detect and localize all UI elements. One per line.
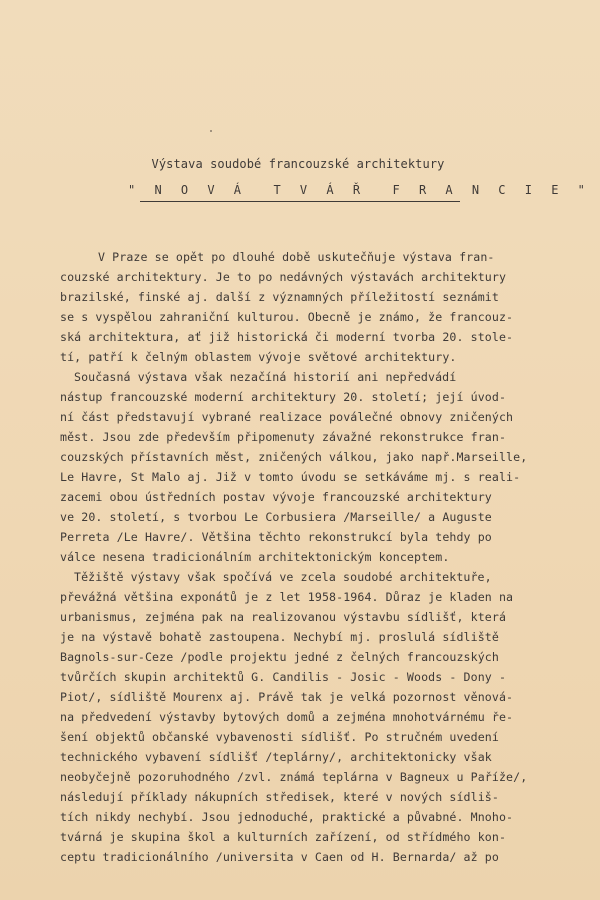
body-line: V Praze se opět po dlouhé době uskutečňuje výstava fran-	[98, 250, 495, 264]
body-line: ve 20. století, s tvorbou Le Corbusiera /Marseille/ a Auguste	[60, 510, 492, 524]
body-line: šení objektů občanské vybavenosti sídlišť. Po stručném uvedení	[60, 730, 499, 744]
body-line: tvárná je skupina škol a kulturních zařízení, od střídmého kon-	[60, 830, 507, 844]
document-subtitle: " N O V Á T V Á Ř F R A N C I E "	[128, 183, 591, 197]
body-line: Bagnols-sur-Ceze /podle projektu jedné z čelných francouzských	[60, 650, 499, 664]
body-line: se s vyspělou zahraniční kulturou. Obecně je známo, že francouz-	[60, 310, 514, 324]
body-line: Současná výstava však nezačíná historií ani nepředvádí	[74, 370, 457, 384]
body-line: technického vybavení sídlišť /teplárny/, architektonicky však	[60, 750, 492, 764]
body-line: převážná většina exponátů je z let 1958-1964. Důraz je kladen na	[60, 590, 514, 604]
body-line: tí, patří k čelným oblastem vývoje světové architektury.	[60, 350, 457, 364]
body-line: válce nesena tradicionálním architektonickým konceptem.	[60, 550, 450, 564]
body-line: urbanismus, zejména pak na realizovanou výstavbu sídlišť, která	[60, 610, 507, 624]
body-line: couzské architektury. Je to po nedávných výstavách architektury	[60, 270, 507, 284]
body-line: ská architektura, ať již historická či moderní tvorba 20. stole-	[60, 330, 514, 344]
body-line: ceptu tradicionálního /universita v Caen od H. Bernarda/ až po	[60, 850, 499, 864]
body-line: Těžiště výstavy však spočívá ve zcela soudobé architektuře,	[74, 570, 492, 584]
document-title: Výstava soudobé francouzské architektury	[151, 157, 445, 171]
body-line: brazilské, finské aj. další z významných příležitostí seznámit	[60, 290, 499, 304]
title-underline	[140, 201, 460, 202]
body-line: couzských přístavních měst, zničených válkou, jako např.Marseille,	[60, 450, 528, 464]
body-line: tvůrčích skupin architektů G. Candilis - Josic - Woods - Dony -	[60, 670, 507, 684]
body-line: Perreta /Le Havre/. Většina těchto rekonstrukcí byla tehdy po	[60, 530, 492, 544]
body-line: zacemi obou ústředních postav vývoje francouzské architektury	[60, 490, 492, 504]
body-line: neobyčejně pozoruhodného /zvl. známá teplárna v Bagneux u Paříže/,	[60, 770, 528, 784]
body-line: ní část představují vybrané realizace poválečné obnovy zničených	[60, 410, 514, 424]
body-line: je na výstavě bohatě zastoupena. Nechybí mj. proslulá sídliště	[60, 630, 499, 644]
body-line: následují příklady nákupních středisek, které v nových sídliš-	[60, 790, 499, 804]
body-line: Le Havre, St Malo aj. Již v tomto úvodu se setkáváme mj. s reali-	[60, 470, 521, 484]
body-line: tích nikdy nechybí. Jsou jednoduché, praktické a půvabné. Mnoho-	[60, 810, 514, 824]
body-line: měst. Jsou zde především připomenuty závažné rekonstrukce fran-	[60, 430, 507, 444]
body-line: na předvedení výstavby bytových domů a zejména mnohotvárnému ře-	[60, 710, 514, 724]
paper-speck	[210, 130, 212, 132]
body-line: Piot/, sídliště Mourenx aj. Právě tak je velká pozornost věnová-	[60, 690, 514, 704]
body-line: nástup francouzské moderní architektury 20. století; její úvod-	[60, 390, 507, 404]
